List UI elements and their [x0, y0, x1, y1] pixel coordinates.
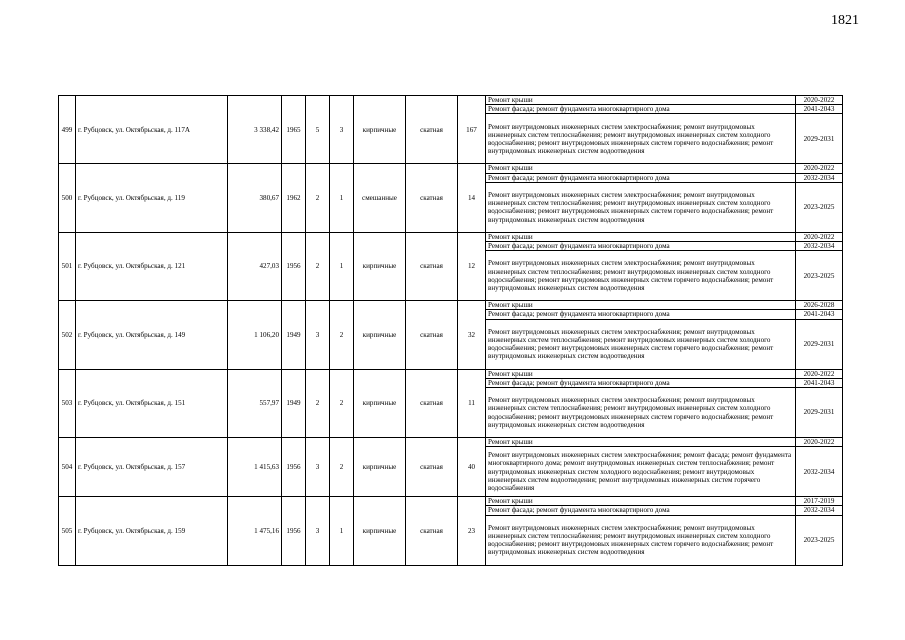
area-cell: 1 415,63	[228, 438, 282, 497]
record-number: 505	[59, 497, 76, 565]
walls-cell: кирпичные	[354, 232, 406, 300]
work-period-cell: 2041-2043	[796, 105, 843, 114]
floors-cell: 2	[306, 232, 330, 300]
floors-cell: 2	[306, 164, 330, 232]
record-number: 504	[59, 438, 76, 497]
entrances-cell: 1	[330, 232, 354, 300]
residents-cell: 32	[458, 301, 486, 369]
work-type-cell: Ремонт фасада; ремонт фундамента многоквартирного дома	[486, 242, 796, 251]
roof-cell: скатная	[406, 438, 458, 497]
work-period-cell: 2020-2022	[796, 438, 843, 447]
year-cell: 1956	[282, 232, 306, 300]
roof-cell: скатная	[406, 96, 458, 164]
work-type-cell: Ремонт крыши	[486, 497, 796, 506]
walls-cell: кирпичные	[354, 369, 406, 437]
address-cell: г. Рубцовск, ул. Октябрьская, д. 159	[76, 497, 228, 565]
work-type-cell: Ремонт внутридомовых инженерных систем электроснабжения; ремонт фасада; ремонт фундамента многоквартирного дома; ремонт внутридомовых инженерных систем теплоснабжения; ремонт внутридомовых инженерных систем холодного водоснабжения; ремонт внутридомовых инженерных систем водоотведения; ремонт внутридомовых инженерных систем горячего водоснабжения	[486, 447, 796, 497]
residents-cell: 23	[458, 497, 486, 565]
walls-cell: смешанные	[354, 164, 406, 232]
address-cell: г. Рубцовск, ул. Октябрьская, д. 151	[76, 369, 228, 437]
address-cell: г. Рубцовск, ул. Октябрьская, д. 117А	[76, 96, 228, 164]
table-row	[59, 301, 843, 310]
work-type-cell: Ремонт крыши	[486, 164, 796, 173]
work-period-cell: 2041-2043	[796, 310, 843, 319]
area-cell: 427,03	[228, 232, 282, 300]
work-period-cell: 2041-2043	[796, 378, 843, 387]
roof-cell: скатная	[406, 497, 458, 565]
table-row	[59, 232, 843, 241]
record-number: 501	[59, 232, 76, 300]
work-type-cell: Ремонт внутридомовых инженерных систем электроснабжения; ремонт внутридомовых инженерных систем теплоснабжения; ремонт внутридомовых инженерных систем холодного водоснабжения; ремонт внутридомовых инженерных систем горячего водоснабжения; ремонт внутридомовых инженерных систем водоотведения	[486, 388, 796, 438]
work-period-cell: 2032-2034	[796, 242, 843, 251]
work-type-cell: Ремонт внутридомовых инженерных систем электроснабжения; ремонт внутридомовых инженерных систем теплоснабжения; ремонт внутридомовых инженерных систем холодного водоснабжения; ремонт внутридомовых инженерных систем горячего водоснабжения; ремонт внутридомовых инженерных систем водоотведения	[486, 319, 796, 369]
table-row	[59, 164, 843, 173]
work-type-cell: Ремонт крыши	[486, 369, 796, 378]
work-period-cell: 2029-2031	[796, 319, 843, 369]
work-type-cell: Ремонт внутридомовых инженерных систем электроснабжения; ремонт внутридомовых инженерных систем теплоснабжения; ремонт внутридомовых инженерных систем холодного водоснабжения; ремонт внутридомовых инженерных систем горячего водоснабжения; ремонт внутридомовых инженерных систем водоотведения	[486, 251, 796, 301]
year-cell: 1965	[282, 96, 306, 164]
floors-cell: 3	[306, 497, 330, 565]
walls-cell: кирпичные	[354, 497, 406, 565]
entrances-cell: 2	[330, 369, 354, 437]
area-cell: 1 475,16	[228, 497, 282, 565]
work-period-cell: 2023-2025	[796, 251, 843, 301]
roof-cell: скатная	[406, 301, 458, 369]
record-number: 503	[59, 369, 76, 437]
floors-cell: 3	[306, 301, 330, 369]
walls-cell: кирпичные	[354, 96, 406, 164]
work-type-cell: Ремонт крыши	[486, 232, 796, 241]
table-row	[59, 497, 843, 506]
year-cell: 1956	[282, 438, 306, 497]
entrances-cell: 2	[330, 301, 354, 369]
work-type-cell: Ремонт внутридомовых инженерных систем электроснабжения; ремонт внутридомовых инженерных систем теплоснабжения; ремонт внутридомовых инженерных систем холодного водоснабжения; ремонт внутридомовых инженерных систем горячего водоснабжения; ремонт внутридомовых инженерных систем водоотведения	[486, 114, 796, 164]
entrances-cell: 1	[330, 497, 354, 565]
floors-cell: 3	[306, 438, 330, 497]
work-type-cell: Ремонт крыши	[486, 301, 796, 310]
address-cell: г. Рубцовск, ул. Октябрьская, д. 149	[76, 301, 228, 369]
area-cell: 1 106,20	[228, 301, 282, 369]
work-type-cell: Ремонт внутридомовых инженерных систем электроснабжения; ремонт внутридомовых инженерных систем теплоснабжения; ремонт внутридомовых инженерных систем холодного водоснабжения; ремонт внутридомовых инженерных систем горячего водоснабжения; ремонт внутридомовых инженерных систем водоотведения	[486, 515, 796, 565]
work-type-cell: Ремонт фасада; ремонт фундамента многоквартирного дома	[486, 173, 796, 182]
entrances-cell: 2	[330, 438, 354, 497]
work-type-cell: Ремонт фасада; ремонт фундамента многоквартирного дома	[486, 310, 796, 319]
address-cell: г. Рубцовск, ул. Октябрьская, д. 121	[76, 232, 228, 300]
address-cell: г. Рубцовск, ул. Октябрьская, д. 157	[76, 438, 228, 497]
table-row	[59, 96, 843, 105]
roof-cell: скатная	[406, 369, 458, 437]
work-period-cell: 2017-2019	[796, 497, 843, 506]
work-type-cell: Ремонт фасада; ремонт фундамента многоквартирного дома	[486, 506, 796, 515]
floors-cell: 5	[306, 96, 330, 164]
area-cell: 3 338,42	[228, 96, 282, 164]
work-period-cell: 2032-2034	[796, 506, 843, 515]
year-cell: 1949	[282, 369, 306, 437]
work-type-cell: Ремонт фасада; ремонт фундамента многоквартирного дома	[486, 105, 796, 114]
work-period-cell: 2026-2028	[796, 301, 843, 310]
page-number: 1821	[831, 13, 859, 28]
residents-cell: 40	[458, 438, 486, 497]
work-period-cell: 2029-2031	[796, 114, 843, 164]
work-period-cell: 2020-2022	[796, 96, 843, 105]
walls-cell: кирпичные	[354, 438, 406, 497]
work-type-cell: Ремонт крыши	[486, 96, 796, 105]
table-body	[59, 96, 843, 566]
work-period-cell: 2023-2025	[796, 515, 843, 565]
residents-cell: 167	[458, 96, 486, 164]
entrances-cell: 3	[330, 96, 354, 164]
work-period-cell: 2020-2022	[796, 164, 843, 173]
work-period-cell: 2029-2031	[796, 388, 843, 438]
table-row	[59, 438, 843, 447]
year-cell: 1962	[282, 164, 306, 232]
record-number: 499	[59, 96, 76, 164]
capital-repair-table	[58, 95, 843, 566]
work-period-cell: 2032-2034	[796, 447, 843, 497]
record-number: 502	[59, 301, 76, 369]
address-cell: г. Рубцовск, ул. Октябрьская, д. 119	[76, 164, 228, 232]
work-period-cell: 2032-2034	[796, 173, 843, 182]
residents-cell: 14	[458, 164, 486, 232]
work-type-cell: Ремонт фасада; ремонт фундамента многоквартирного дома	[486, 378, 796, 387]
table-row	[59, 369, 843, 378]
record-number: 500	[59, 164, 76, 232]
walls-cell: кирпичные	[354, 301, 406, 369]
area-cell: 557,97	[228, 369, 282, 437]
work-type-cell: Ремонт внутридомовых инженерных систем электроснабжения; ремонт внутридомовых инженерных систем теплоснабжения; ремонт внутридомовых инженерных систем холодного водоснабжения; ремонт внутридомовых инженерных систем горячего водоснабжения; ремонт внутридомовых инженерных систем водоотведения	[486, 182, 796, 232]
work-type-cell: Ремонт крыши	[486, 438, 796, 447]
roof-cell: скатная	[406, 164, 458, 232]
roof-cell: скатная	[406, 232, 458, 300]
work-period-cell: 2020-2022	[796, 369, 843, 378]
year-cell: 1949	[282, 301, 306, 369]
area-cell: 380,67	[228, 164, 282, 232]
work-period-cell: 2020-2022	[796, 232, 843, 241]
floors-cell: 2	[306, 369, 330, 437]
entrances-cell: 1	[330, 164, 354, 232]
work-period-cell: 2023-2025	[796, 182, 843, 232]
year-cell: 1956	[282, 497, 306, 565]
residents-cell: 12	[458, 232, 486, 300]
residents-cell: 11	[458, 369, 486, 437]
